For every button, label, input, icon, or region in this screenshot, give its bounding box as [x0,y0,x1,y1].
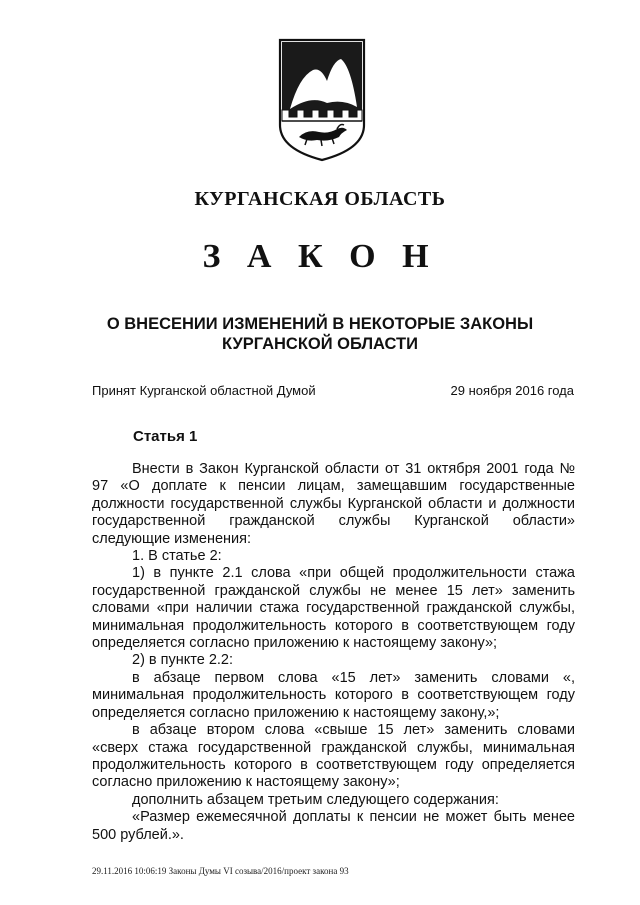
document-type: З А К О Н [202,238,438,275]
article-heading: Статья 1 [133,428,198,445]
article-paragraph: дополнить абзацем третьим следующего содержания: [132,791,499,808]
article-paragraph: в абзаце втором слова «свыше 15 лет» заменить словами «сверх стажа государственной гражданской службы, минимальная продолжительность которого в соответствующем году определяется согласно приложению к настоящему закону»; [92,722,575,791]
article-paragraph: «Размер ежемесячной доплаты к пенсии не может быть менее 500 рублей.». [92,809,575,843]
adoption-date: 29 ноября 2016 года [450,383,574,398]
article-body [92,461,575,844]
region-name: КУРГАНСКАЯ ОБЛАСТЬ [194,188,446,210]
article-paragraph: 1) в пункте 2.1 слова «при общей продолжительности стажа государственной гражданской службы не менее 15 лет» заменить словами «при наличии стажа государственной гражданской службы, минимальная продолжительность которого в соответствующем году определяется согласно приложению к настоящему закону»; [92,565,575,652]
adopted-by: Принят Курганской областной Думой [92,383,316,398]
article-paragraph: в абзаце первом слова «15 лет» заменить словами «, минимальная продолжительность которого в соответствующем году определяется согласно приложению к настоящему закону,»; [92,669,575,721]
article-paragraph: Внести в Закон Курганской области от 31 октября 2001 года № 97 «О доплате к пенсии лицам, замещавшим государственные должности государственной службы Курганской области и должности государственной гражданской службы Курганской области» следующие изменения: [92,461,575,547]
article-paragraph: 1. В статье 2: [132,548,222,565]
document-title-line-2: КУРГАНСКОЙ ОБЛАСТИ [222,335,418,353]
article-paragraph: 2) в пункте 2.2: [132,652,234,669]
document-title-line-1: О ВНЕСЕНИИ ИЗМЕНЕНИЙ В НЕКОТОРЫЕ ЗАКОНЫ [106,315,534,333]
footer-file-path: 29.11.2016 10:06:19 Законы Думы VI созыва/2016/проект закона 93 [92,866,349,876]
document-title [60,314,580,354]
coat-of-arms-emblem [277,37,367,163]
